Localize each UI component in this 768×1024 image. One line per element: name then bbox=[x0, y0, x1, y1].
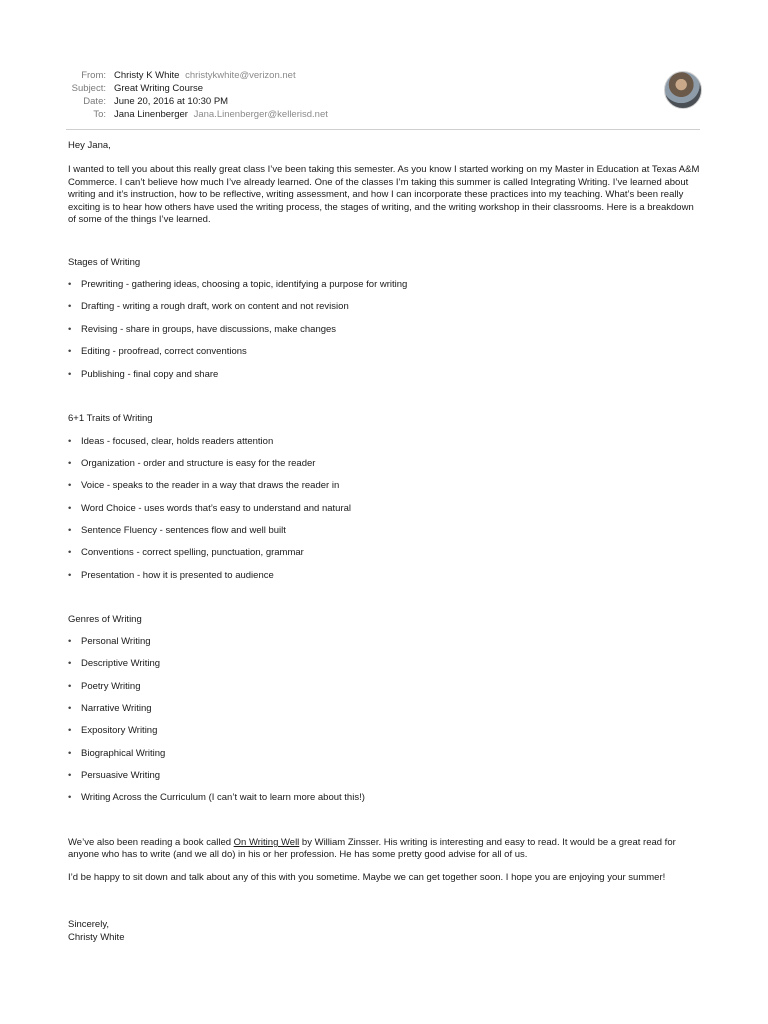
list-item: • Conventions - correct spelling, punctuation, grammar bbox=[68, 547, 304, 558]
bullet: • bbox=[68, 436, 72, 447]
bullet: • bbox=[68, 792, 72, 803]
date-label: Date: bbox=[83, 96, 106, 107]
greeting: Hey Jana, bbox=[68, 140, 111, 151]
bullet: • bbox=[68, 636, 72, 647]
bullet: • bbox=[68, 480, 72, 491]
bullet: • bbox=[68, 681, 72, 692]
list-item: • Sentence Fluency - sentences flow and well built bbox=[68, 525, 286, 536]
list-item: • Narrative Writing bbox=[68, 703, 152, 714]
bullet: • bbox=[68, 458, 72, 469]
bullet: • bbox=[68, 301, 72, 312]
list-item: • Expository Writing bbox=[68, 725, 158, 736]
bullet: • bbox=[68, 503, 72, 514]
section-title-genres: Genres of Writing bbox=[68, 614, 142, 625]
to-row bbox=[0, 109, 768, 121]
date-value: June 20, 2016 at 10:30 PM bbox=[114, 96, 229, 107]
list-item: • Revising - share in groups, have discussions, make changes bbox=[68, 324, 337, 335]
list-item: • Presentation - how it is presented to audience bbox=[68, 570, 274, 581]
book-paragraph: We’ve also been reading a book called On Writing Well by William Zinsser. His writing is interesting and easy to read. It would be a great read for anyone who has to write (and we all do) in his or her profession. He has some pretty good advise for all of us. bbox=[68, 837, 676, 860]
signoff: Sincerely, bbox=[68, 919, 110, 930]
bullet: • bbox=[68, 570, 72, 581]
list-item: • Persuasive Writing bbox=[68, 770, 161, 781]
bullet: • bbox=[68, 547, 72, 558]
bullet: • bbox=[68, 279, 72, 290]
bullet: • bbox=[68, 748, 72, 759]
bullet: • bbox=[68, 703, 72, 714]
to-email-link[interactable]: Jana.Linenberger@kellerisd.net bbox=[193, 109, 328, 120]
list-item: • Descriptive Writing bbox=[68, 658, 161, 669]
header-divider bbox=[66, 129, 700, 130]
subject-label: Subject: bbox=[71, 83, 106, 94]
subject-row bbox=[0, 83, 768, 95]
bullet: • bbox=[68, 324, 72, 335]
list-item: • Organization - order and structure is easy for the reader bbox=[68, 458, 316, 469]
bullet: • bbox=[68, 770, 72, 781]
sender-avatar bbox=[664, 71, 702, 109]
list-item: • Biographical Writing bbox=[68, 748, 166, 759]
section-title-traits: 6+1 Traits of Writing bbox=[68, 413, 153, 424]
list-item: • Prewriting - gathering ideas, choosing a topic, identifying a purpose for writing bbox=[68, 279, 408, 290]
list-item: • Personal Writing bbox=[68, 636, 151, 647]
bullet: • bbox=[68, 658, 72, 669]
list-item: • Word Choice - uses words that’s easy to understand and natural bbox=[68, 503, 352, 514]
signature: Christy White bbox=[68, 932, 125, 943]
list-item: • Publishing - final copy and share bbox=[68, 369, 219, 380]
list-item: • Drafting - writing a rough draft, work on content and not revision bbox=[68, 301, 349, 312]
list-item: • Poetry Writing bbox=[68, 681, 141, 692]
list-item: • Ideas - focused, clear, holds readers attention bbox=[68, 436, 274, 447]
bullet: • bbox=[68, 346, 72, 357]
closing-paragraph: I’d be happy to sit down and talk about any of this with you sometime. Maybe we can get together soon. I hope you are enjoying your summer! bbox=[68, 872, 666, 883]
to-label: To: bbox=[93, 109, 106, 120]
from-name: Christy K White bbox=[114, 70, 180, 81]
to-name: Jana Linenberger bbox=[114, 109, 188, 120]
intro-paragraph: I wanted to tell you about this really great class I’ve been taking this semester. As you know I started working on my Master in Education at Texas A&M Commerce. I can’t believe how much I’ve already learned. One of the classes I’m taking this summer is called Integrating Writing. I’ve learned about writing and it’s instruction, how to be reflective, writing assessment, and how I can incorporate these practices into my teaching. What’s been really exciting is to hear how others have used the writing process, the stages of writing, and the writing workshop in their classrooms. Here is a breakdown of some of the things I’ve learned. bbox=[68, 164, 700, 225]
book-title: On Writing Well bbox=[233, 837, 300, 848]
date-row bbox=[0, 96, 768, 108]
from-email-link[interactable]: christykwhite@verizon.net bbox=[185, 70, 296, 81]
list-item: • Voice - speaks to the reader in a way that draws the reader in bbox=[68, 480, 340, 491]
subject-value: Great Writing Course bbox=[114, 83, 204, 94]
from-label: From: bbox=[81, 70, 106, 81]
list-item: • Writing Across the Curriculum (I can’t wait to learn more about this!) bbox=[68, 792, 365, 803]
from-row bbox=[0, 70, 768, 82]
bullet: • bbox=[68, 725, 72, 736]
bullet: • bbox=[68, 525, 72, 536]
list-item: • Editing - proofread, correct conventions bbox=[68, 346, 247, 357]
section-title-stages: Stages of Writing bbox=[68, 257, 141, 268]
bullet: • bbox=[68, 369, 72, 380]
